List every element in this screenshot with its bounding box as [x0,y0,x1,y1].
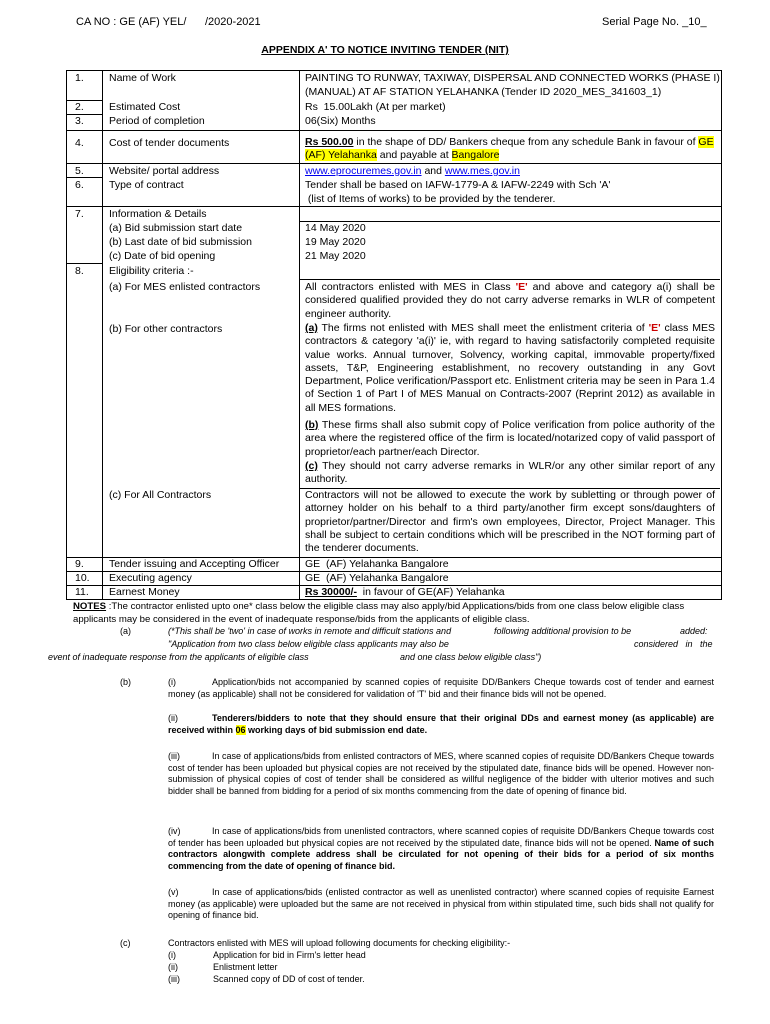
document-title: APPENDIX A' TO NOTICE INVITING TENDER (NIT) [261,44,509,56]
note-a-text-2: following additional provision to be [494,626,632,636]
contract-type-line-2: (list of Items of works) to be provided by the tenderer. [305,193,556,205]
bid-opening-date: 21 May 2020 [305,250,366,262]
sub-label: (c) For All Contractors [109,489,212,501]
note-c-item-number: (i) [168,950,176,960]
note-a-text-1: (*This shall be 'two' in case of works in remote and difficult stations and [168,626,452,636]
note-a-text-3: added: [680,626,708,636]
notes-line-2: applicants may be considered in the event of inadequate response/bids from the applicants of eligible class. [73,614,530,625]
row-number: 5. [75,165,84,177]
row-number: 8. [75,265,84,277]
row-number: 4. [75,137,84,149]
other-contractors-criteria-a: (a) The firms not enlisted with MES shall meet the enlistment criteria of 'E' class MES contractors & category 'a(i)' ie, with regard to having satisfactorily completed requisite value works. Annual turnover, Solvency, working capital, immovable property/fixed assets, T&P, Engineering establishment, no recovery outstanding in any Govt Department, Police verification/Passport etc. Enlistment criteria may be seen in Para 1.4 of Section 1 of Part I of MES Manual on Contracts-2007 (Reprint 2012) as available in all MES formations. [305,322,715,414]
mes-link[interactable]: www.mes.gov.in [444,165,520,177]
row-number: 10. [75,572,90,584]
note-b-i-text: Application/bids not accompanied by scanned copies of requisite DD/Bankers Cheque towards cost of tender and earnest money (as applicable) shall not be considered for validation of 'T' bid and their finance bids will not be opened. [168,677,714,699]
row-label: Tender issuing and Accepting Officer [109,558,280,570]
row-label: Executing agency [109,572,192,584]
note-b-iv-text: In case of applications/bids from unenlisted contractors, where scanned copies of requisite DD/Bankers Cheque towards cost of tender has been uploaded but physical copies are not received by the stipulated date, finance bids will not be opened. Name of such contractors alongwith complete address shall be circulated for not opening of their bids for a period of six months commencing from the date of opening of finance bid. [168,826,714,871]
eprocure-link[interactable]: www.eprocuremes.gov.in [305,165,422,177]
row-label: Website/ portal address [109,165,220,177]
note-b-iii-number: (iii) [168,751,180,761]
note-b-marker: (b) [120,677,131,687]
tender-cost-text: Rs 500.00 in the shape of DD/ Bankers cheque from any schedule Bank in favour of GE (AF) Yelahanka and payable at Bangalore [305,136,714,162]
note-c-item-text: Application for bid in Firm's letter head [213,950,366,960]
note-c-item-number: (ii) [168,962,178,972]
note-b-iv-number: (iv) [168,826,181,836]
row-number: 6. [75,179,84,191]
earnest-money: Rs 30000/- in favour of GE(AF) Yelahanka [305,586,505,598]
bid-last-date: 19 May 2020 [305,236,366,248]
note-b-iii-text: In case of applications/bids from enlisted contractors of MES, where scanned copies of requisite DD/Bankers Cheque towards cost of tender has been uploaded but physical copies are not received by the stipulated date, finance bids will be opened. However non-submission of physical copies of cost of tender shall be considered as willful negligence of the bidder with ulterior motives and such bidder shall be banned from bidding for a period of six months commencing from the date of opening of finance bid. [168,751,714,796]
website-address: www.eprocuremes.gov.in and www.mes.gov.in [305,165,520,177]
ca-number: CA NO : GE (AF) YEL/ [76,16,187,28]
completion-period: 06(Six) Months [305,115,376,127]
note-b-v-text: In case of applications/bids (enlisted contractor as well as unenlisted contractor) where scanned copies of requisite Earnest money (as applicable) were uploaded but the same are not received in physical from within stipulated time, such bids shall not qualify for opening of finance bid. [168,887,714,920]
note-a-marker: (a) [120,626,131,636]
note-c-text: Contractors enlisted with MES will upload following documents for checking eligibility:- [168,938,511,948]
row-label: Information & Details [109,208,207,220]
note-b-v-number: (v) [168,887,179,897]
row-label: Type of contract [109,179,184,191]
bid-start-date: 14 May 2020 [305,222,366,234]
serial-page-number: Serial Page No. _10_ [602,16,707,28]
row-label: Earnest Money [109,586,180,598]
row-number: 7. [75,208,84,220]
contract-type-line-1: Tender shall be based on IAFW-1779-A & IAFW-2249 with Sch 'A' [305,179,611,191]
sub-label: (b) For other contractors [109,323,223,335]
work-name-line-2: (MANUAL) AT AF STATION YELAHANKA (Tender ID 2020_MES_341603_1) [305,86,662,98]
row-label: Cost of tender documents [109,137,230,149]
all-contractors-criteria: Contractors will not be allowed to execute the work by subletting or through power of attorney holder on his behalf to a third party/another firm except sons/daughters of proprietor/partner/Director and firm's own employees, Director, Project Manager. This shall be subject to certain conditions which will be prescribed in the NOT forming part of the tenderer documents. [305,489,715,555]
note-b-ii-number: (ii) [168,713,178,723]
mes-enlisted-criteria: All contractors enlisted with MES in Class 'E' and above and category a(i) shall be considered qualified provided they do not carry adverse remarks in WLR of competent engineer authority. [305,281,715,320]
other-contractors-criteria-c: (c) They should not carry adverse remarks in WLR/or any other similar report of any authority. [305,460,715,486]
note-a-text-7: and one class below eligible class") [400,652,542,662]
row-label: Name of Work [109,72,176,84]
row-number: 3. [75,115,84,127]
note-c-marker: (c) [120,938,131,948]
financial-year: /2020-2021 [205,16,261,28]
other-contractors-criteria-b: (b) These firms shall also submit copy of Police verification from police authority of the area where the registered office of the firm is located/notarized copy of valid passport of proprietor/each partner/each Director. [305,419,715,458]
notes-line-1: NOTES :The contractor enlisted upto one* class below the eligible class may also apply/bid Applications/bids from one class below eligible class [73,601,685,612]
estimated-cost: Rs 15.00Lakh (At per market) [305,101,446,113]
row-label: Eligibility criteria :- [109,265,194,277]
sub-label: (a) For MES enlisted contractors [109,281,261,293]
sub-label: (b) Last date of bid submission [109,236,252,248]
issuing-officer: GE (AF) Yelahanka Bangalore [305,558,449,570]
note-a-text-5: considered in the [634,639,713,649]
note-c-item-text: Enlistment letter [213,962,278,972]
note-a-text-6: event of inadequate response from the applicants of eligible class [48,652,309,662]
row-number: 2. [75,101,84,113]
row-number: 11. [75,586,89,598]
row-label: Period of completion [109,115,205,127]
note-a-text-4: "Application from two class below eligible class applicants may also be [168,639,449,649]
sub-label: (c) Date of bid opening [109,250,216,262]
row-label: Estimated Cost [109,101,181,113]
note-c-item-text: Scanned copy of DD of cost of tender. [213,974,365,984]
row-number: 9. [75,558,84,570]
row-number: 1. [75,72,84,84]
sub-label: (a) Bid submission start date [109,222,243,234]
executing-agency: GE (AF) Yelahanka Bangalore [305,572,449,584]
note-b-i-number: (i) [168,677,176,687]
note-b-ii-text: Tenderers/bidders to note that they should ensure that their original DDs and earnest money (as applicable) are received within 06 working days of bid submission end date. [168,713,714,735]
note-c-item-number: (iii) [168,974,180,984]
work-name-line-1: PAINTING TO RUNWAY, TAXIWAY, DISPERSAL AND CONNECTED WORKS (PHASE I) [305,72,720,84]
